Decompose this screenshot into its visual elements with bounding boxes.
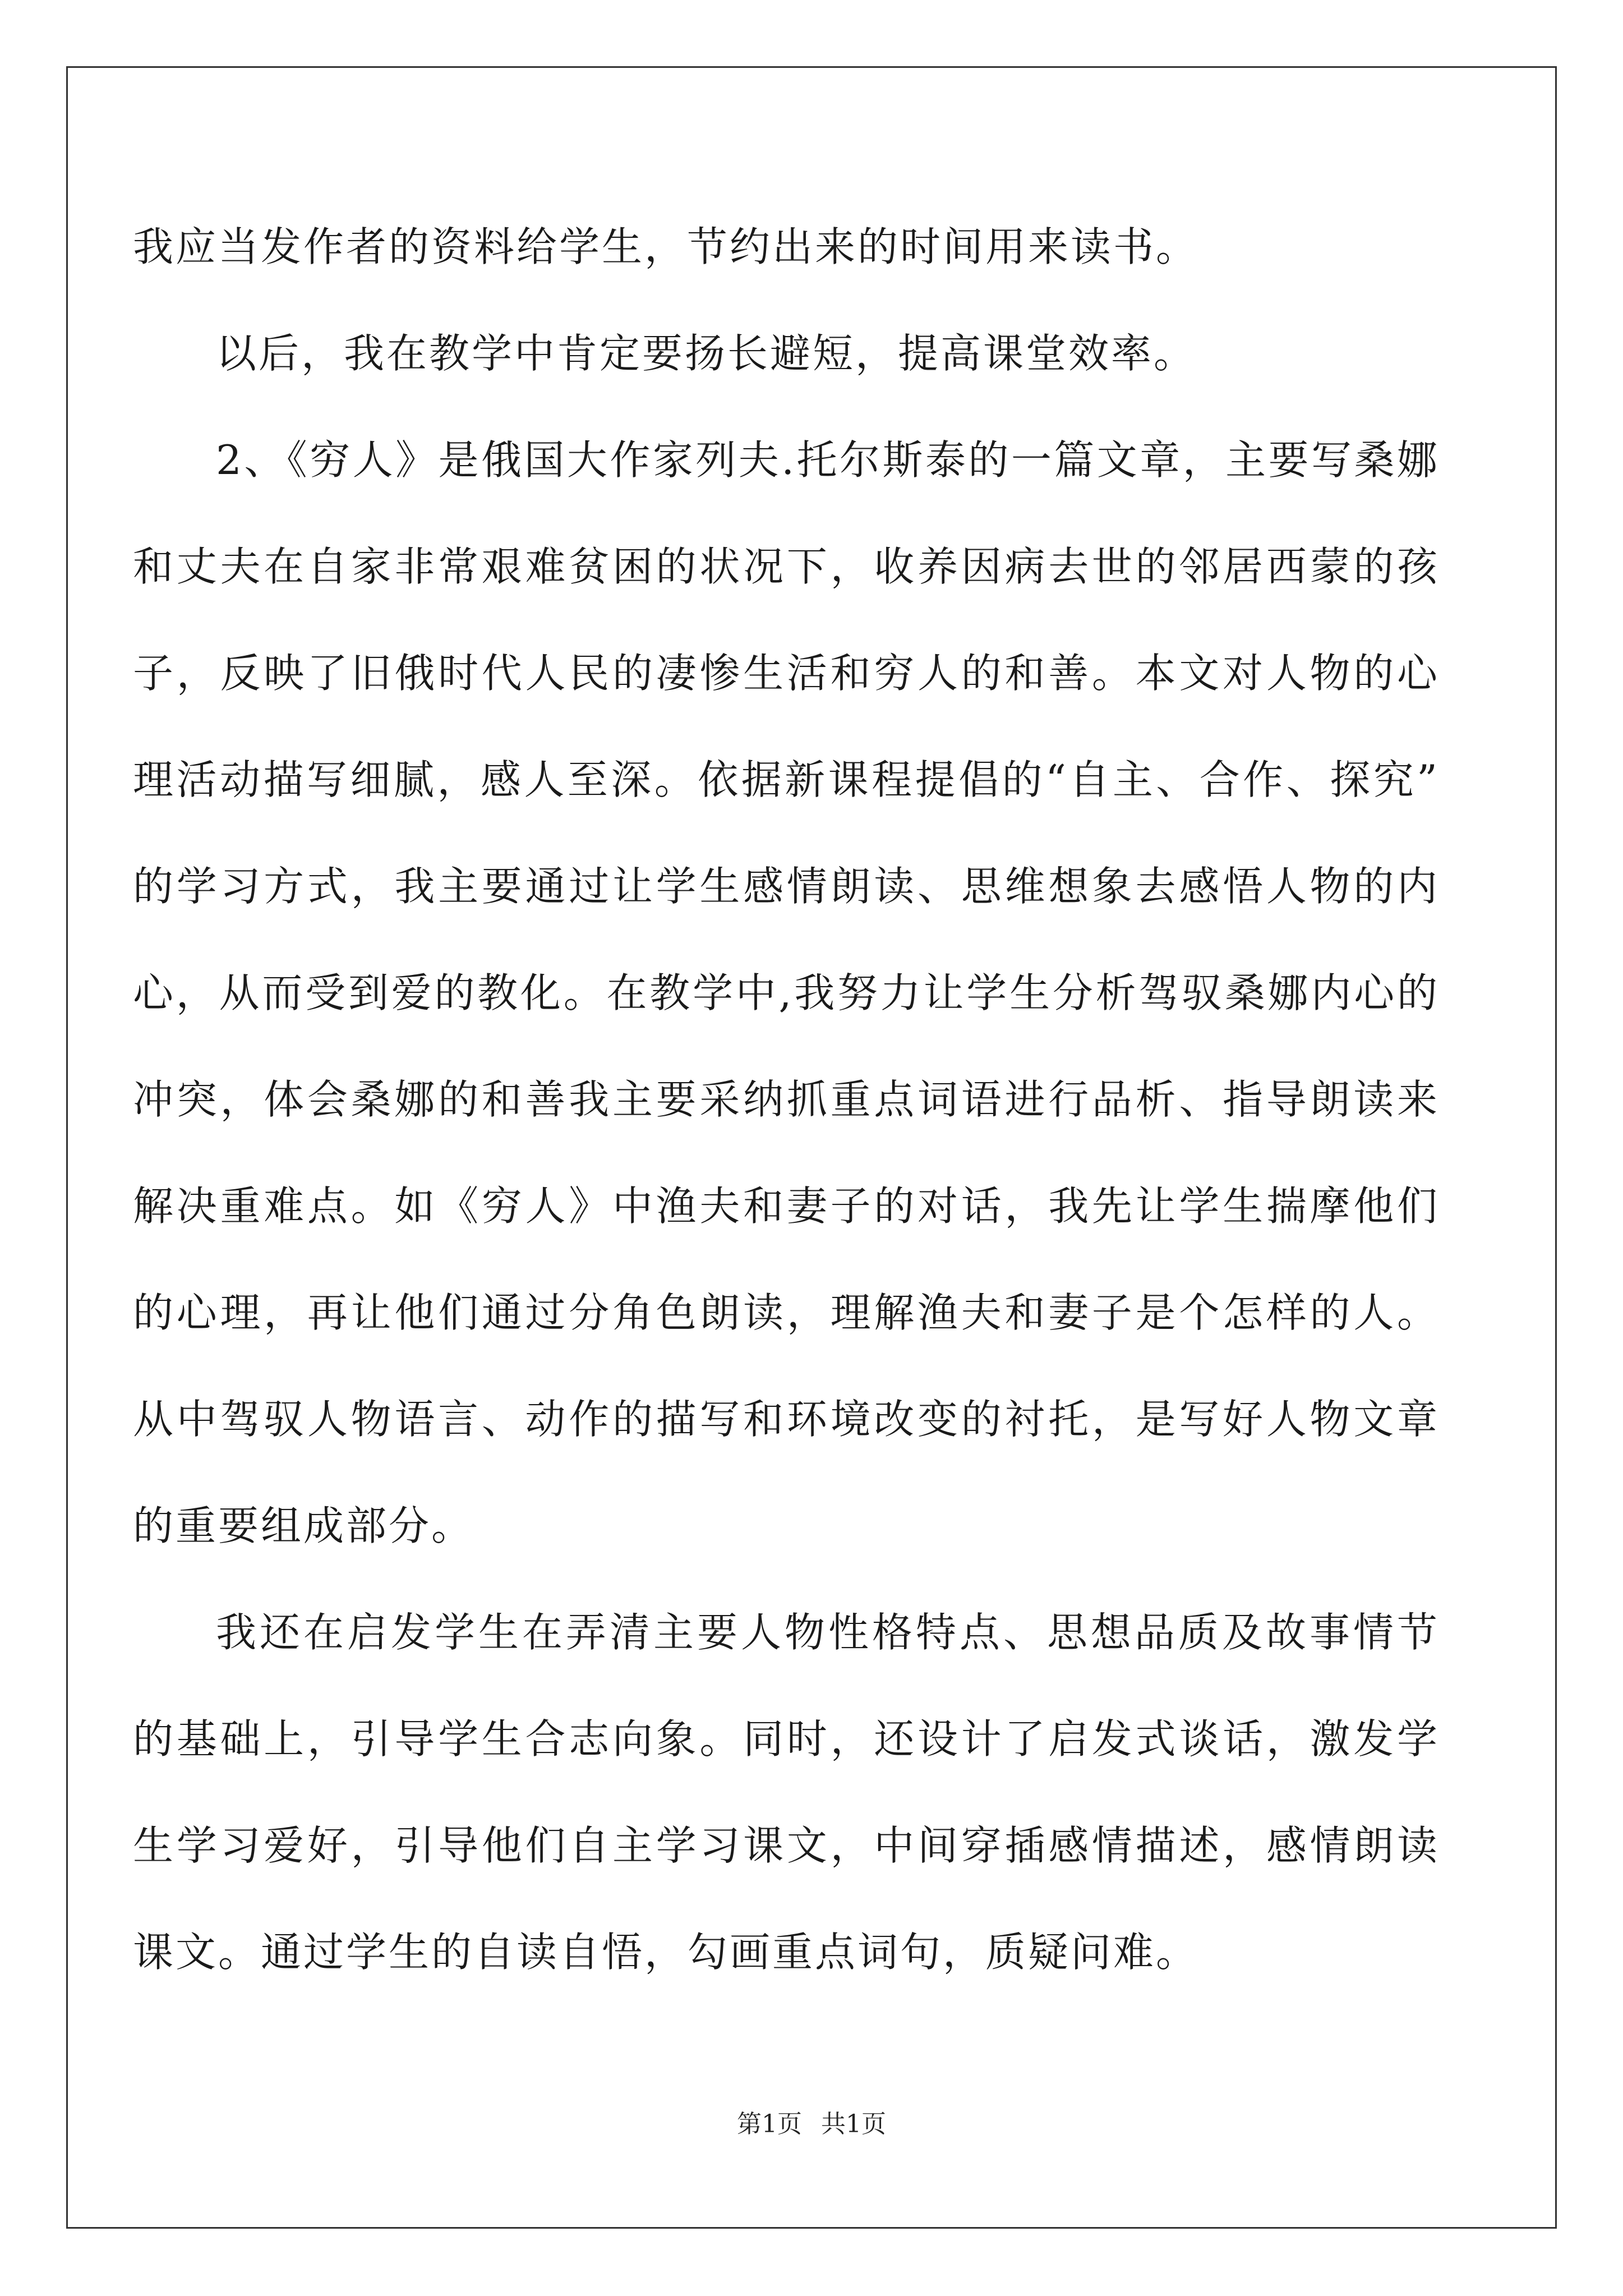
text-line: 我还在启发学生在弄清主要人物性格特点、思想品质及故事情节: [216, 1609, 1440, 1656]
page-footer: [0, 2104, 1623, 2139]
text-line: 生学习爱好，引导他们自主学习课文，中间穿插感情描述，感情朗读: [133, 1822, 1440, 1869]
text-line: 心，从而受到爱的教化。在教学中,我努力让学生分析驾驭桑娜内心的: [133, 969, 1440, 1016]
text-line: 从中驾驭人物语言、动作的描写和环境改变的衬托，是写好人物文章: [133, 1396, 1440, 1443]
text-line: 的心理，再让他们通过分角色朗读，理解渔夫和妻子是个怎样的人。: [133, 1289, 1440, 1336]
text-line: 子，反映了旧俄时代人民的凄惨生活和穷人的和善。本文对人物的心: [133, 650, 1440, 697]
text-line: 和丈夫在自家非常艰难贫困的状况下，收养因病去世的邻居西蒙的孩: [133, 543, 1440, 590]
text-line: 解决重难点。如《穷人》中渔夫和妻子的对话，我先让学生揣摩他们: [133, 1182, 1440, 1230]
text-line: 理活动描写细腻，感人至深。依据新课程提倡的“自主、合作、探究”: [133, 756, 1440, 803]
text-line: 2、《穷人》是俄国大作家列夫.托尔斯泰的一篇文章，主要写桑娜: [216, 436, 1440, 484]
page-total: 共1页: [821, 2110, 886, 2138]
text-line: 冲突，体会桑娜的和善我主要采纳抓重点词语进行品析、指导朗读来: [133, 1076, 1440, 1123]
text-line: 的重要组成部分。: [133, 1502, 474, 1549]
text-line: 的基础上，引导学生合志向象。同时，还设计了启发式谈话，激发学: [133, 1715, 1440, 1763]
page-number: 第1页: [737, 2110, 802, 2138]
text-line: 以后，我在教学中肯定要扬长避短，提高课堂效率。: [216, 330, 1197, 377]
text-line: 我应当发作者的资料给学生，节约出来的时间用来读书。: [133, 223, 1199, 270]
text-line: 课文。通过学生的自读自悟，勾画重点词句，质疑问难。: [133, 1929, 1199, 1976]
text-line: 的学习方式，我主要通过让学生感情朗读、思维想象去感悟人物的内: [133, 863, 1440, 910]
